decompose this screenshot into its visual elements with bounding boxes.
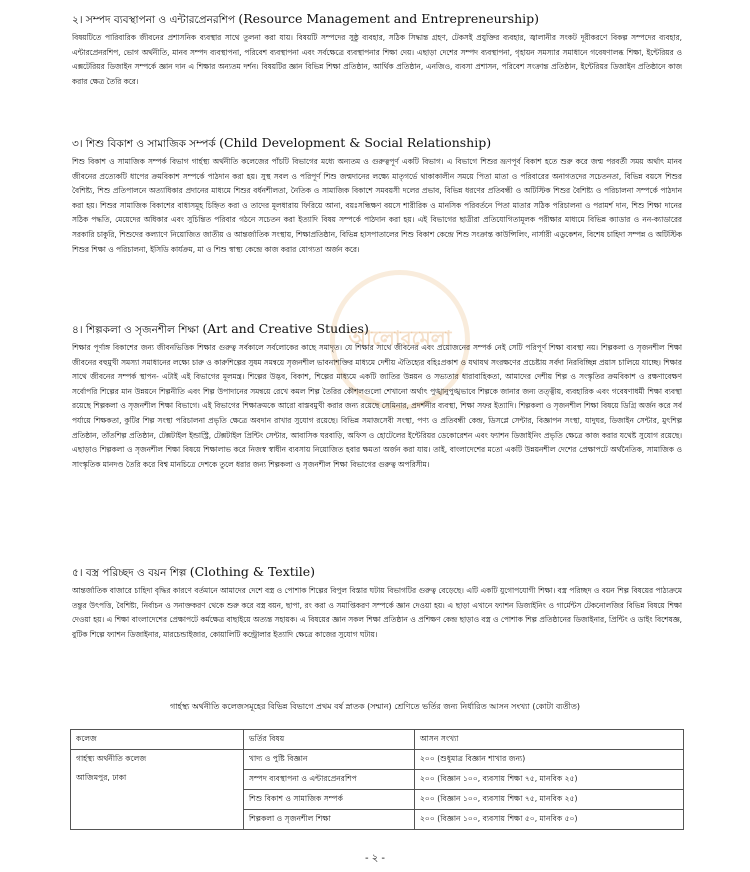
header-subject: ভর্তির বিষয় [244,730,415,750]
heading-bangla: ২। সম্পদ ব্যবস্থাপনা ও এন্টারপ্রেনরশিপ [72,14,235,26]
section-heading [72,12,682,27]
subject-cell: সম্পদ ব্যবস্থাপনা ও এন্টারপ্রেনরশিপ [244,770,415,790]
section-heading [72,322,682,337]
table-header-row [71,730,684,750]
seat-table [70,729,684,830]
seats-cell: ২০০ (বিজ্ঞান ১০০, ব্যবসায় শিক্ষা ৫০, মানবিক ৫০) [415,810,684,830]
subject-cell: শিল্পকলা ও সৃজনশীল শিক্ষা [244,810,415,830]
seats-cell: ২০০ (বিজ্ঞান ১০০, ব্যবসায় শিক্ষা ৭৫, মানবিক ২৫) [415,790,684,810]
watermark-text: আলোরমেলা [348,325,452,350]
heading-english: (Art and Creative Studies) [202,321,369,336]
subject-cell: শিশু বিকাশ ও সামাজিক সম্পর্ক [244,790,415,810]
section-body: বিষয়টিতে পারিবারিক জীবনের প্রশাসনিক ব্যবস্থার সাথে তুলনা করা যায়। বিষয়টি সম্পদের সুষ্ঠু ব্যবহার, সঠিক সিদ্ধান্ত গ্রহণ, টেকসই প্রযুক্তির ব্যবহার, জ্বালানীর সংকট দূরীকরণে বিকল্প সম্পদের ব্যবহার, এন্টারপ্রেনরশিপ, ভোগ অর্থনীতি, মানব সম্পদ ব্যবস্থাপনা, পরিবেশ ব্যবস্থাপনা এবং সর্বক্ষেত্রে ব্যবস্থাপনার শিক্ষা দেয়। এছাড়া দেশের সম্পদ ব্যবস্থাপনা, গৃহায়ন সমস্যার সমাধানে গবেষণালব্ধ শিক্ষা, ইন্টেরিয়র ও এক্সটেরিয়র ডিজাইন সম্পর্কে জ্ঞান দান এ শিক্ষার অন্যতম দর্শন। বিষয়টির জ্ঞান বিভিন্ন শিক্ষা প্রতিষ্ঠান, আর্থিক প্রতিষ্ঠান, এনজিও, ব্যবসা প্রশাসন, পরিবেশ সংক্রান্ত প্রতিষ্ঠান, ইন্টেরিয়র ডিজাইন প্রতিষ্ঠানে কাজ করার ক্ষেত্র তৈরি করে। [72,33,682,86]
section-heading [72,565,682,580]
section-resource-management [72,12,682,123]
header-college: কলেজ [71,730,244,750]
section-body: শিশু বিকাশ ও সামাজিক সম্পর্ক বিভাগ গার্হস্থ্য অর্থনীতি কলেজের পাঁচটি বিভাগের মধ্যে অন্যতম ও গুরুত্বপূর্ণ একটি বিভাগ। এ বিভাগে শিশুর ভ্রূণপূর্ব বিকাশ হতে শুরু করে জন্ম পরবর্তী সময় অর্থাৎ মানব জীবনের প্রত্যেকটি ধাপের ক্রমবিকাশ সম্পর্কে পাঠদান করা হয়। সুস্থ সবল ও পরিপূর্ণ শিশু জন্মদানের লক্ষ্যে মাতৃগর্ভে থাকাকালীন সময়ে পিতা মাতা ও পরিবারের অনাগতদের সচেতনতা, বিভিন্ন বয়সে শিশুর বৈশিষ্ট্য, শিশু প্রতিপালনে অত্যাধিকার প্রদানের মাধ্যমে শিশুর বর্ধনশীলতা, নৈতিক ও সামাজিক বিকাশে সমবয়সী দলের প্রভাব, বিভিন্ন ধরণের প্রতিবন্ধী ও অটিস্টিক শিশুর বৈশিষ্ট্য ও পরিচালনা সম্পর্কে পাঠদান করা হয়। শিশুর সামাজিক বিকাশের বাধাসমূহ চিহ্নিত করা ও তাদের মূলধারায় ফিরিয়ে আনা, বয়ঃসন্ধিক্ষণ বয়সে শারীরিক ও মানসিক পরিবর্তনে পিতা মাতার সঠিক পরিচালনা ও পরামর্শ দান, শিশু শিক্ষা দানের সঠিক পদ্ধতি, মেয়েদের অধিকার এবং সুচিন্তিত পরিবার গঠনে সচেতন করা ইত্যাদি বিষয় সম্পর্কে পাঠদান করা হয়। এই বিভাগের ছাত্রীরা প্রতিযোগিতামূলক পরীক্ষার মাধ্যমে বিভিন্ন ক্যাডার ও নন-ক্যাডারের সরকারি চাকুরি, শিশুদের কল্যাণে নিয়োজিত জাতীয় ও আন্তর্জাতিক সংস্থায়, শিক্ষাপ্রতিষ্ঠান, বিভিন্ন হাসপাতালের শিশু বিকাশ কেন্দ্রে শিশু সংক্রান্ত কাউন্সিলিং, নার্সারী এডুকেশন, বিশেষ চাহিদা সম্পন্ন ও অটিস্টিক শিশুর শিক্ষা ও পরিচালনা, ইসিডি কার্যক্রম, মা ও শিশু স্বাস্থ্য কেন্দ্রে কাজ করার যোগ্যতা অর্জন করে। [72,157,682,254]
section-clothing-textile [72,565,682,672]
heading-english: (Clothing & Textile) [189,564,316,579]
college-location: আজিমপুর, ঢাকা [76,773,127,782]
college-cell [71,750,244,830]
table-row [71,750,684,770]
section-body: আন্তর্জাতিক বাজারে চাহিদা বৃদ্ধির কারণে বর্তমানে আমাদের দেশে বস্ত্র ও পোশাক শিল্পের বিপুল বিস্তার ঘটায় বিভাগটির গুরুত্ব বেড়েছে। এটি একটি যুগোপযোগী শিক্ষা। বস্ত্র পরিচ্ছদ ও বয়ন শিল্প বিষয়ের পাঠ্যক্রমে তন্তুর উৎপত্তি, বৈশিষ্ট্য, নির্বাচন ও সনাক্তকরণ থেকে শুরু করে বস্ত্র বয়ন, ছাপা, রং করা ও সমাপ্তিকরণ সম্পর্কে জ্ঞান দেওয়া হয়। এ ছাড়া এখানে ফ্যাশন ডিজাইনিং ও গার্মেন্টস টেকনোলজির বিভিন্ন বিষয়ে শিক্ষা দেওয়া হয়। এ শিক্ষা বাংলাদেশের প্রেক্ষাপটে কর্মক্ষেত্র বাছাইয়ে অত্যন্ত সহায়ক। এ বিষয়ের জ্ঞান সকল শিক্ষা প্রতিষ্ঠান ও প্রশিক্ষণ কেন্দ্র ছাড়াও বস্ত্র ও পোশাক শিল্প প্রতিষ্ঠানের ডিজাইনার, প্রিন্টিং ও ডাইং বিশেষজ্ঞ, বুটিক শিল্পে ফ্যাশন ডিজাইনার, মারচেন্ডাইজার, কোয়ালিটি কন্ট্রোলার ইত্যাদি ক্ষেত্রে কাজের সুযোগ ঘটায়। [72,586,682,639]
section-heading [72,136,682,151]
heading-english: (Resource Management and Entrepreneurship) [238,11,540,26]
section-body: শিক্ষার পূর্ণাঙ্গ বিকাশের জন্য জীবনভিত্তিক শিক্ষার গুরুত্ব সর্বকালে সর্বলোকের কাছে সমাদৃত। যে শিক্ষার সাথে জীবনের এবং প্রয়োজনের সম্পর্ক নেই সেটি পরিপূর্ণ শিক্ষা ব্যবস্থা নয়। শিল্পকলা ও সৃজনশীল শিক্ষা জীবনের বহুমুখী সমস্যা সমাধানের লক্ষ্যে চারু ও কারুশিল্পের সুষম সমন্বয়ে সৃজনশীল ভাবনাশক্তির মাধ্যমে দেশীয় ঐতিহ্যের বহিঃপ্রকাশ ও যথাযথ সংরক্ষণের প্রচেষ্টায় সর্বদা নিরবিচ্ছিন্ন প্রয়াস চালিয়ে যাচ্ছে। শিক্ষার সাথে জীবনের সম্পর্ক স্থাপন- এটাই এই বিভাগের মূলমন্ত্র। শিল্পের উদ্ভব, বিকাশ, শিল্পের মাধ্যমে একটি জাতির উন্নয়ন ও সভ্যতার ধারাবাহিকতা, আমাদের দেশীয় শিল্প ও সংস্কৃতির ক্রমবিকাশ ও রক্ষণাবেক্ষণ সর্বোপরি শিল্পের মান উন্নয়নে শিল্পনীতি এবং শিল্প উপাদানের সমন্বয়ে রেখে কমল শিল্প তৈরির কৌশলগুলো শেখানো অর্থাৎ পুঙ্খানুপুঙ্খভাবে শিল্পকে জানার জন্য তত্ত্বীয়, ব্যবহারিক এবং গবেষণাধর্মী শিক্ষা ব্যবস্থা রয়েছে শিল্পকলা ও সৃজনশীল শিক্ষা বিভাগে। এই বিভাগের শিক্ষাক্রমকে আরো বাস্তবমুখী করার জন্য রয়েছে সেমিনার, প্রদর্শনীর ব্যবস্থা, শিক্ষা সফর ইত্যাদি। শিল্পকলা ও সৃজনশীল শিক্ষা বিষয়ে ডিগ্রি অর্জন করে সর্ব পর্যায়ে শিক্ষকতা, কুটির শিল্প সংস্থা পরিচালনা প্রভৃতি ক্ষেত্রে অবদান রাখার সুযোগ রয়েছে। বিভিন্ন সমাজসেবী সংস্থা, পণ্য ও প্রতিবন্ধী কেন্দ্র, ডিসপ্লে সেন্টার, বিজ্ঞাপন সংস্থা, যাদুঘর, ডিজাইন সেন্টার, মুৎশিল্প প্রতিষ্ঠান, তাঁতশিল্প প্রতিষ্ঠান, টেক্সটাইল ইন্ডাস্ট্রি, টেক্সটাইল প্রিন্টিং সেন্টার, আবাসিক ঘরবাড়ি, অফিস ও হোটেলের ইন্টেরিয়র ডেকোরেশন এবং ফ্যাশন ডিজাইনিং প্রভৃতি ক্ষেত্রে কাজ করার যথেষ্ট সুযোগ রয়েছে। এছাড়াও শিল্পকলা ও সৃজনশীল শিক্ষা বিষয়ে শিক্ষালাভ করে নিজস্ব স্বাধীন ব্যবসায় নিয়োজিত হবার ক্ষমতা অর্জন করা যায়। তাই, বাংলাদেশের মতো একটি উন্নয়নশীল দেশের প্রেক্ষাপটে অর্থনৈতিক, সামাজিক ও সাংস্কৃতিক মানদণ্ড তৈরি করে বিশ্ব মানচিত্রে দেশকে তুলে ধরার জন্য শিল্পকলা ও সৃজনশীল শিক্ষা বিভাগের গুরুত্ব অপরিসীম। [72,343,682,469]
section-art-creative [72,322,682,563]
heading-english: (Child Development & Social Relationship) [219,135,492,150]
page-number: - ২ - [364,853,386,864]
section-child-development [72,136,682,317]
seats-cell: ২০০ (শুধুমাত্র বিজ্ঞান শাখার জন্য) [415,750,684,770]
college-name: গার্হস্থ্য অর্থনীতি কলেজ [76,754,147,763]
seats-cell: ২০০ (বিজ্ঞান ১০০, ব্যবসায় শিক্ষা ৭৫, মানবিক ২৫) [415,770,684,790]
heading-bangla: ৩। শিশু বিকাশ ও সামাজিক সম্পর্ক [72,138,216,150]
heading-bangla: ৪। শিল্পকলা ও সৃজনশীল শিক্ষা [72,324,199,336]
header-seats: আসন সংখ্যা [415,730,684,750]
seat-table-title: গার্হস্থ্য অর্থনীতি কলেজসমূহের বিভিন্ন বিভাগে প্রথম বর্ষ স্নাতক (সম্মান) শ্রেণিতে ভর্তির জন্য নির্ধারিত আসন সংখ্যা (কোটা ব্যতীত) [169,702,581,711]
subject-cell: খাদ্য ও পুষ্টি বিজ্ঞান [244,750,415,770]
heading-bangla: ৫। বস্ত্র পরিচ্ছদ ও বয়ন শিল্প [72,567,187,579]
